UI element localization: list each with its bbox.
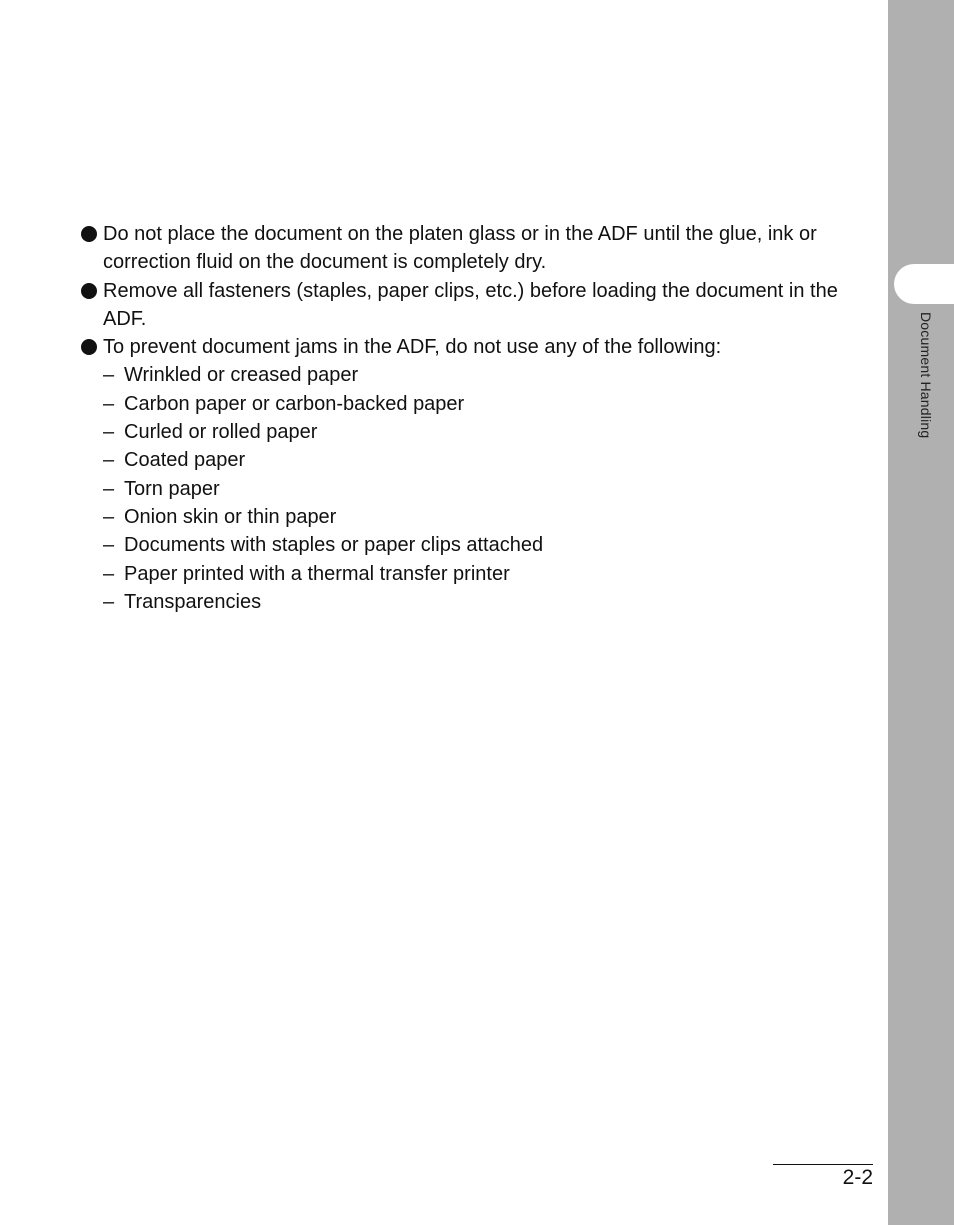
list-item	[80, 220, 870, 277]
bullet-icon	[81, 339, 97, 355]
list-item	[103, 361, 870, 389]
subitem-text: Onion skin or thin paper	[124, 505, 337, 528]
dash-icon: –	[103, 449, 115, 472]
subitem-text: Wrinkled or creased paper	[124, 364, 359, 387]
subitem-text: Curled or rolled paper	[124, 421, 318, 444]
subitem-text: Carbon paper or carbon-backed paper	[124, 392, 465, 415]
list-item	[103, 446, 870, 474]
bullet-icon	[81, 283, 97, 299]
main-content	[80, 220, 870, 616]
chapter-label: Document Handling	[918, 312, 934, 439]
list-item	[80, 333, 870, 616]
dash-icon: –	[103, 562, 115, 585]
dash-icon: –	[103, 392, 115, 415]
precautions-list	[80, 220, 870, 616]
subitem-text: Torn paper	[124, 477, 220, 500]
list-item	[103, 588, 870, 616]
paper-types-list	[103, 361, 870, 616]
chapter-tab	[894, 264, 954, 304]
subitem-text: Paper printed with a thermal transfer printer	[124, 562, 510, 585]
list-item	[103, 560, 870, 588]
list-item	[103, 475, 870, 503]
list-item	[103, 418, 870, 446]
dash-icon: –	[103, 590, 115, 613]
bullet-text: Remove all fasteners (staples, paper clips, etc.) before loading the document in the ADF.	[103, 279, 838, 330]
list-item	[103, 390, 870, 418]
dash-icon: –	[103, 505, 115, 528]
footer-divider	[773, 1164, 873, 1165]
list-item	[103, 531, 870, 559]
dash-icon: –	[103, 421, 115, 444]
bullet-text: To prevent document jams in the ADF, do not use any of the following:	[103, 336, 722, 359]
dash-icon: –	[103, 477, 115, 500]
subitem-text: Transparencies	[124, 590, 262, 613]
bullet-icon	[81, 226, 97, 242]
dash-icon: –	[103, 364, 115, 387]
bullet-text: Do not place the document on the platen glass or in the ADF until the glue, ink or correction fluid on the document is completely dry.	[103, 223, 817, 274]
subitem-text: Documents with staples or paper clips attached	[124, 534, 544, 557]
sidebar-strip	[888, 0, 954, 1225]
page-number: 2-2	[842, 1166, 873, 1189]
dash-icon: –	[103, 534, 115, 557]
list-item	[80, 277, 870, 334]
list-item	[103, 503, 870, 531]
subitem-text: Coated paper	[124, 449, 246, 472]
